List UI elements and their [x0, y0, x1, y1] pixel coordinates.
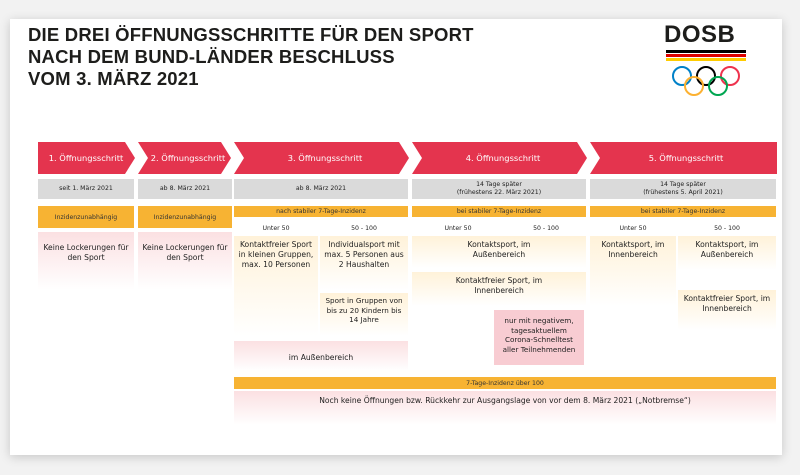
- step-3-outdoor-text: im Außenbereich: [234, 341, 408, 371]
- step-5-contact-outdoor-text: Kontaktsport, im Außenbereich: [678, 236, 776, 270]
- step-5-date-line2: (frühestens 5. April 2021): [643, 189, 723, 196]
- step-4-label: 4. Öffnungsschritt: [465, 153, 541, 163]
- step-5-date: [590, 179, 776, 199]
- step-2-condition: Inzidenzunabhängig: [138, 206, 232, 228]
- step-3-children-text: Sport in Gruppen von bis zu 20 Kindern bis 14 Jahre: [320, 293, 408, 336]
- step-3-50-100-text: Individualsport mit max. 5 Personen aus 2 Haushalten: [320, 236, 408, 290]
- step-4-condition: bei stabiler 7-Tage-Inzidenz: [412, 206, 586, 217]
- step-1-date: seit 1. März 2021: [38, 179, 134, 199]
- step-3-col-50-100: 50 - 100: [351, 224, 377, 232]
- step-5-col-50-100: 50 - 100: [714, 224, 740, 232]
- step-5-condition: bei stabiler 7-Tage-Inzidenz: [590, 206, 776, 217]
- step-4-test-note: nur mit negativem, tagesaktuellem Corona-Schnelltest aller Teilnehmenden: [494, 310, 584, 365]
- emergency-brake-text: Noch keine Öffnungen bzw. Rückkehr zur Ausgangslage von vor dem 8. März 2021 („Notbremse“): [234, 391, 776, 425]
- step-2-label: 2. Öffnungsschritt: [150, 153, 226, 163]
- flag-stripe-gold: [666, 58, 746, 61]
- step-4-date-line1: 14 Tage später: [476, 181, 522, 188]
- step-4-date: [412, 179, 586, 199]
- olympic-rings-icon: [670, 64, 746, 100]
- title-line-2: NACH DEM BUND-LÄNDER BESCHLUSS: [28, 46, 395, 67]
- step-2-text: Keine Lockerungen für den Sport: [138, 232, 232, 290]
- step-4-contact-outdoor-text: Kontaktsport, im Außenbereich: [412, 236, 586, 268]
- flag-stripe-red: [666, 54, 746, 57]
- step-4-date-line2: (frühestens 22. März 2021): [456, 189, 542, 196]
- dosb-logo: [664, 22, 756, 122]
- step-3-col-under-50: Unter 50: [262, 224, 290, 232]
- step-5-under-50-text: Kontaktsport, im Innenbereich: [590, 236, 676, 306]
- step-1-condition: Inzidenzunabhängig: [38, 206, 134, 228]
- step-4-col-under-50: Unter 50: [444, 224, 472, 232]
- step-1-text: Keine Lockerungen für den Sport: [38, 232, 134, 290]
- step-3-label: 3. Öffnungsschritt: [287, 153, 363, 163]
- step-3-condition: nach stabiler 7-Tage-Inzidenz: [234, 206, 408, 217]
- step-1-label: 1. Öffnungsschritt: [48, 153, 124, 163]
- step-5-contactfree-indoor-text: Kontaktfreier Sport, im Innenbereich: [678, 290, 776, 330]
- title-line-1: DIE DREI ÖFFNUNGSSCHRITTE FÜR DEN SPORT: [28, 24, 474, 45]
- step-4-contactfree-indoor-text: Kontaktfreier Sport, im Innenbereich: [412, 272, 586, 306]
- step-5-col-under-50: Unter 50: [619, 224, 647, 232]
- step-5-date-line1: 14 Tage später: [660, 181, 706, 188]
- title-line-3: VOM 3. MÄRZ 2021: [28, 68, 199, 89]
- page-title: [28, 24, 548, 90]
- logo-wordmark: DOSB: [664, 21, 736, 48]
- step-2-date: ab 8. März 2021: [138, 179, 232, 199]
- step-4-col-50-100: 50 - 100: [533, 224, 559, 232]
- step-3-date: ab 8. März 2021: [234, 179, 408, 199]
- step-3-under-50-text: Kontaktfreier Sport in kleinen Gruppen, max. 10 Personen: [234, 236, 318, 336]
- step-5-label: 5. Öffnungsschritt: [648, 153, 724, 163]
- emergency-brake-label: 7-Tage-Inzidenz über 100: [234, 377, 776, 389]
- flag-stripe-black: [666, 50, 746, 53]
